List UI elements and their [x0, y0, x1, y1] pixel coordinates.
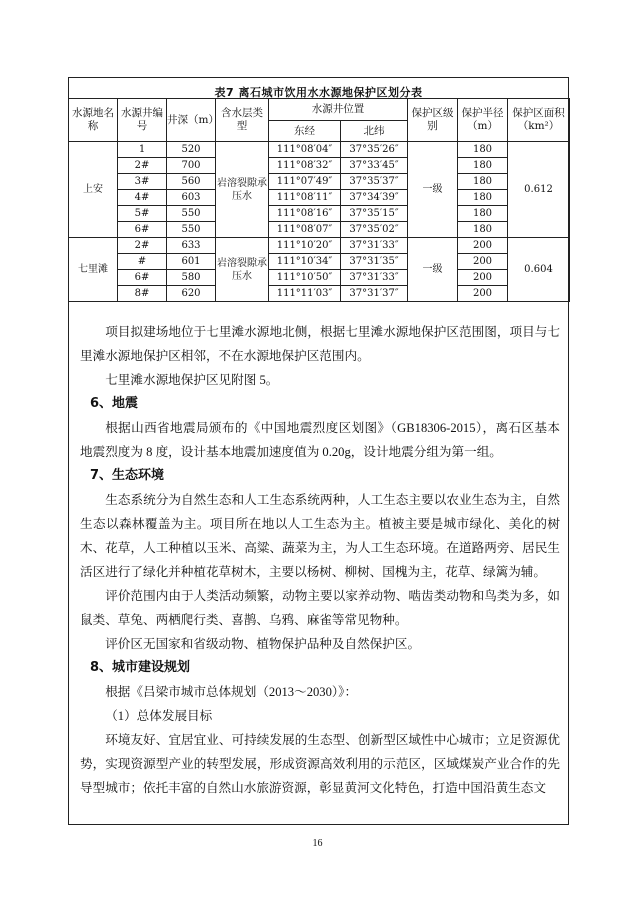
paragraph: 根据《吕梁市城市总体规划（2013～2030）》： [105, 685, 358, 699]
latitude-cell: 37°33′45″ [341, 158, 408, 174]
table-row [69, 270, 570, 286]
latitude-cell: 37°31′35″ [341, 254, 408, 270]
paragraph: 根据山西省地震局颁布的《中国地震烈度区划图》（GB18306-2015），离石区基本地震烈度为 8 度，设计基本地震加速度值为 0.20g，设计地震分组为第一组。 [80, 421, 560, 459]
depth-cell: 633 [167, 238, 216, 254]
header-well-no: 水源井编号 [118, 99, 167, 142]
latitude-cell: 37°35′15″ [341, 206, 408, 222]
header-longitude: 东经 [269, 121, 341, 142]
depth-cell: 620 [167, 286, 216, 302]
paragraph: 评价区无国家和省级动物、植物保护品种及自然保护区。 [105, 637, 421, 651]
depth-cell: 580 [167, 270, 216, 286]
paragraph: 项目拟建场地位于七里滩水源地北侧，根据七里滩水源地保护区范围图，项目与七里滩水源地保护区相邻，不在水源地保护区范围内。 [80, 325, 560, 363]
table-row [69, 238, 570, 254]
aquifer-cell: 岩溶裂隙承压水 [216, 142, 269, 238]
paragraph: 环境友好、宜居宜业、可持续发展的生态型、创新型区域性中心城市；立足资源优势，实现资源型产业的转型发展，形成资源高效利用的示范区，区域煤炭产业合作的先导型城市；依托丰富的自然山水旅游资源，彰显黄河文化特色，打造中国沿黄生态文 [80, 733, 560, 795]
paragraph: 生态系统分为自然生态和人工生态系统两种，人工生态主要以农业生态为主，自然生态以森林覆盖为主。项目所在地以人工生态为主。植被主要是城市绿化、美化的树木、花草，人工种植以玉米、高粱、蔬菜为主，为人工生态环境。在道路两旁、居民生活区进行了绿化并种植花草树木，主要以杨树、柳树、国槐为主，花草、绿篱为辅。 [80, 493, 560, 579]
paragraph: 七里滩水源地保护区见附图 5。 [105, 373, 279, 387]
depth-cell: 603 [167, 190, 216, 206]
latitude-cell: 37°34′39″ [341, 190, 408, 206]
longitude-cell: 111°08′07″ [269, 222, 341, 238]
well-no-cell: 5# [118, 206, 167, 222]
header-position: 水源井位置 [269, 99, 408, 121]
well-no-cell: 8# [118, 286, 167, 302]
table-row [69, 254, 570, 270]
radius-cell: 180 [458, 158, 508, 174]
radius-cell: 200 [458, 286, 508, 302]
paragraph: （1）总体发展目标 [105, 709, 213, 723]
header-area: 保护区面积（km²） [508, 99, 570, 142]
longitude-cell: 111°10′50″ [269, 270, 341, 286]
latitude-cell: 37°35′26″ [341, 142, 408, 158]
page-number: 16 [312, 838, 323, 849]
source-name-cell: 上安 [69, 142, 118, 238]
well-no-cell: 6# [118, 270, 167, 286]
well-no-cell: 4# [118, 190, 167, 206]
table-row [69, 174, 570, 190]
section-heading: 7、生态环境 [90, 468, 165, 483]
section-heading: 6、地震 [90, 396, 139, 411]
depth-cell: 601 [167, 254, 216, 270]
table-row [69, 158, 570, 174]
longitude-cell: 111°10′34″ [269, 254, 341, 270]
longitude-cell: 111°08′16″ [269, 206, 341, 222]
depth-cell: 520 [167, 142, 216, 158]
well-no-cell: 3# [118, 174, 167, 190]
well-no-cell: 6# [118, 222, 167, 238]
zone-level-cell: 一级 [408, 238, 458, 302]
area-cell: 0.612 [508, 142, 570, 238]
radius-cell: 180 [458, 174, 508, 190]
water-source-table [68, 98, 570, 302]
table-row [69, 222, 570, 238]
depth-cell: 560 [167, 174, 216, 190]
latitude-cell: 37°31′37″ [341, 286, 408, 302]
well-no-cell: 2# [118, 158, 167, 174]
depth-cell: 550 [167, 206, 216, 222]
radius-cell: 200 [458, 238, 508, 254]
header-aquifer: 含水层类型 [216, 99, 269, 142]
longitude-cell: 111°08′11″ [269, 190, 341, 206]
radius-cell: 200 [458, 270, 508, 286]
longitude-cell: 111°10′20″ [269, 238, 341, 254]
zone-level-cell: 一级 [408, 142, 458, 238]
paragraph: 评价范围内由于人类活动频繁，动物主要以家养动物、啮齿类动物和鸟类为多，如鼠类、草兔、两栖爬行类、喜鹊、乌鸦、麻雀等常见物种。 [80, 589, 560, 627]
well-no-cell: 1 [118, 142, 167, 158]
table-caption: 表7 离石城市饮用水水源地保护区划分表 [214, 86, 423, 99]
radius-cell: 180 [458, 206, 508, 222]
header-radius: 保护半径（m） [458, 99, 508, 142]
header-latitude: 北纬 [341, 121, 408, 142]
radius-cell: 180 [458, 190, 508, 206]
latitude-cell: 37°31′33″ [341, 270, 408, 286]
header-source-name: 水源地名称 [69, 99, 118, 142]
table-row [69, 142, 570, 158]
body-text [80, 320, 560, 800]
well-no-cell: # [118, 254, 167, 270]
latitude-cell: 37°35′37″ [341, 174, 408, 190]
table-row [69, 286, 570, 302]
radius-cell: 180 [458, 142, 508, 158]
well-no-cell: 2# [118, 238, 167, 254]
radius-cell: 200 [458, 254, 508, 270]
latitude-cell: 37°31′33″ [341, 238, 408, 254]
aquifer-cell: 岩溶裂隙承压水 [216, 238, 269, 302]
longitude-cell: 111°11′03″ [269, 286, 341, 302]
source-name-cell: 七里滩 [69, 238, 118, 302]
area-cell: 0.604 [508, 238, 570, 302]
longitude-cell: 111°08′32″ [269, 158, 341, 174]
radius-cell: 180 [458, 222, 508, 238]
latitude-cell: 37°35′02″ [341, 222, 408, 238]
table-row [69, 190, 570, 206]
depth-cell: 550 [167, 222, 216, 238]
longitude-cell: 111°08′04″ [269, 142, 341, 158]
depth-cell: 700 [167, 158, 216, 174]
section-heading: 8、城市建设规划 [90, 660, 191, 675]
header-depth: 井深（m） [167, 99, 216, 142]
table-row [69, 206, 570, 222]
longitude-cell: 111°07′49″ [269, 174, 341, 190]
header-zone-level: 保护区级别 [408, 99, 458, 142]
